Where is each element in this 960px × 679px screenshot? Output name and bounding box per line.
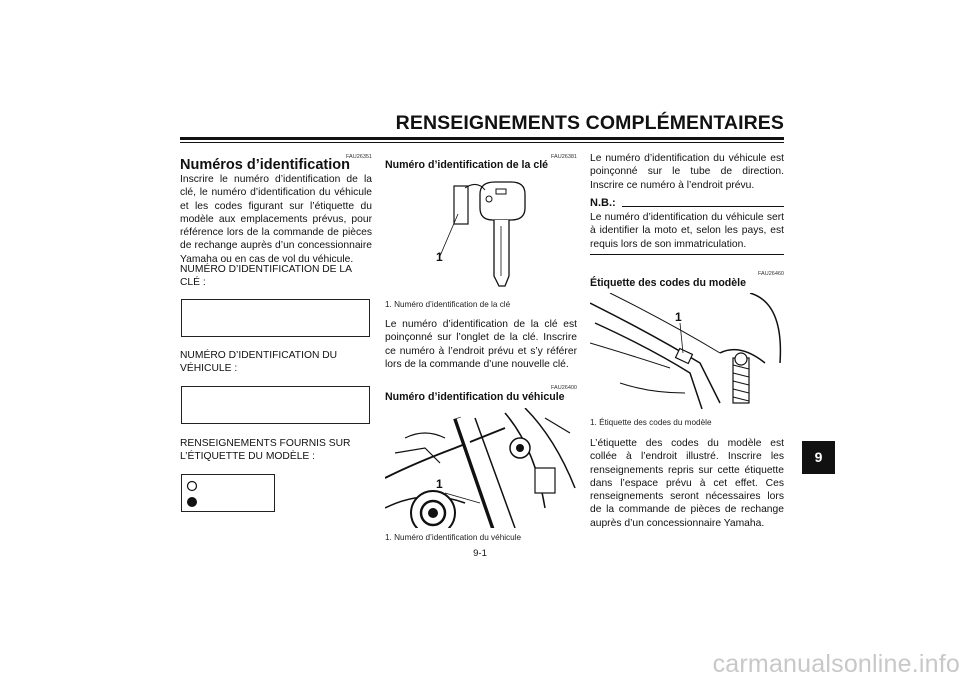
intro-text: Inscrire le numéro d’identification de la clé, le numéro d’identification du véhicule et les codes figurant sur l’étiquette du modèle aux emplacements prévus, pour référence lors de la commande de pièces de rechange auprès d’un concessionnaire Yamaha ou en cas de vol du véhicule. (180, 174, 372, 265)
label-section-heading: Étiquette des codes du modèle (590, 277, 746, 289)
nb-text: Le numéro d’identification du véhicule sert à identifier la moto et, selon les pays, est requis lors de son immatriculation. (590, 212, 784, 250)
model-label-symbols (182, 475, 276, 513)
key-illustration (385, 176, 577, 296)
vehicle-text: Le numéro d’identification du véhicule est poinçonné sur le tube de direction. Inscrire ce numéro à l’endroit prévu. (590, 153, 784, 191)
vehicle-id-label-line2: VÉHICULE : (180, 363, 238, 375)
vehicle-id-label (180, 349, 372, 376)
watermark: carmanualsonline.info (712, 650, 960, 678)
key-id-label-line2: CLÉ : (180, 277, 206, 289)
section-heading: Numéros d’identification (180, 157, 350, 173)
key-section-heading: Numéro d’identification de la clé (385, 159, 549, 171)
header-rule (180, 137, 784, 140)
label-caption: 1. Étiquette des codes du modèle (590, 418, 712, 427)
nb-rule-top (622, 206, 784, 207)
key-caption: 1. Numéro d’identification de la clé (385, 300, 511, 309)
section-code: FAU26351 (346, 154, 372, 160)
open-circle-icon (188, 482, 197, 491)
model-label-label (180, 437, 372, 464)
page-title: RENSEIGNEMENTS COMPLÉMENTAIRES (395, 112, 784, 134)
model-label-image (590, 293, 784, 409)
vehicle-caption: 1. Numéro d’identification du véhicule (385, 533, 522, 542)
key-callout-number: 1 (436, 250, 443, 264)
key-text: Le numéro d’identification de la clé est poinçonné sur l’onglet de la clé. Inscrire ce numéro à l’endroit prévu et s’y référer lors de la commande d’une nouvelle clé. (385, 319, 577, 370)
label-text: L’étiquette des codes du modèle est collée à l’endroit illustré. Inscrire les renseignements repris sur cette étiquette dans l’espace prévu à cet effet. Ces renseignements seront nécessaires lors de la commande de pièces de rechange auprès d’un concessionnaire Yamaha. (590, 438, 784, 529)
model-label-line1: RENSEIGNEMENTS FOURNIS SUR (180, 438, 351, 449)
filled-circle-icon (187, 497, 197, 507)
label-callout-number: 1 (675, 310, 682, 324)
vehicle-id-label-line1: NUMÉRO D’IDENTIFICATION DU (180, 350, 338, 361)
label-section-code: FAU26460 (758, 271, 784, 277)
vehicle-section-heading: Numéro d’identification du véhicule (385, 391, 565, 403)
nb-label: N.B.: (590, 197, 616, 209)
model-label-box[interactable] (181, 474, 275, 512)
frame-illustration (385, 408, 577, 528)
nb-rule-bottom (590, 254, 784, 255)
vehicle-callout-number: 1 (436, 477, 443, 491)
model-label-line2: L’ÉTIQUETTE DU MODÈLE : (180, 451, 316, 463)
key-section-code: FAU26381 (551, 154, 577, 160)
key-id-label (180, 263, 372, 290)
key-id-label-line1: NUMÉRO D’IDENTIFICATION DE LA (180, 264, 353, 275)
model-label-illustration (590, 293, 784, 409)
header-rule-thin (180, 142, 784, 143)
key-image (385, 176, 577, 296)
key-id-box[interactable] (181, 299, 370, 337)
vehicle-id-box[interactable] (181, 386, 370, 424)
chapter-tab[interactable]: 9 (802, 441, 835, 474)
frame-image (385, 408, 577, 528)
vehicle-section-code: FAU26400 (551, 385, 577, 391)
page-number: 9-1 (473, 548, 487, 559)
